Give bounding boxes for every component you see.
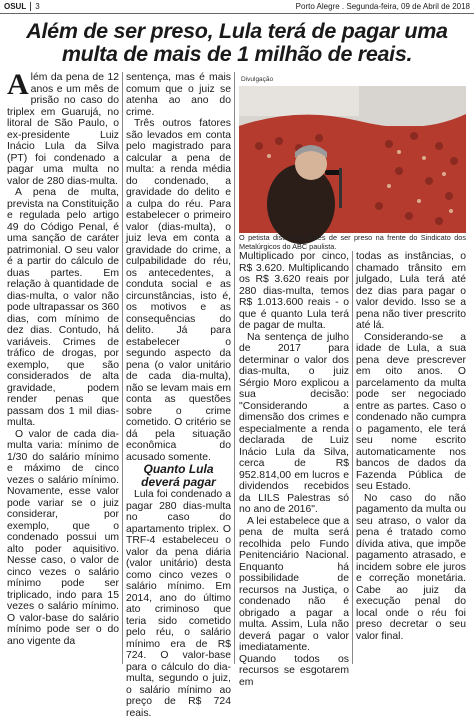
paragraph: Considerando-se a idade de Lula, a sua pena deve prescrever em oito anos. O parcelamento da multa pode ser negociado entre as partes. Caso o condenado não cumpra o pagamento, ele terá seu nome escrito automaticamente nos bancos de dados da Fazenda Pública de seu Estado. [356,331,466,492]
headline: Além de ser preso, Lula terá de pagar uma multa de mais de 1 milhão de reais. [26,19,448,66]
publication-name: OSUL [4,2,27,11]
article-column-4 [356,251,466,664]
photo-caption: O petista discursou antes de ser preso na frente do Sindicato dos Metalúrgicos do ABC paulista. [239,233,466,251]
article-column-1 [7,68,119,664]
paragraph: Multiplicado por cinco, R$ 3.620. Multiplicando os R$ 3.620 reais por 280 dias-multa, temos R$ 1.013.600 reais - o que é quanto Lula terá de pagar de multa. [239,251,349,331]
paragraph: Na sentença de julho de 2017 para determinar o valor dos dias-multa, o juiz Sérgio Moro explicou a sua decisão: "Considerando a dimensão dos crimes e especialmente a renda declarada de Luiz Inácio Lula da Silva, cerca de R$ 952.814,00 em lucros e dividendos recebidos da LILS Palestras só no ano de 2016". [239,331,349,515]
paragraph: todas as instâncias, o chamado trânsito em julgado, Lula terá até dez dias para pagar o valor devido. Isso se a pena não tiver prescrito até lá. [356,251,466,331]
page-header [0,0,474,14]
article-column-3 [239,251,349,688]
news-photo [239,86,466,233]
photo-credit: Divulgação [241,76,274,83]
article-column-2 [126,72,231,719]
page-number: 3 [30,2,39,11]
lead-paragraph: Além da pena de 12 anos e um mês de prisão no caso do triplex em Guarujá, no litoral de São Paulo, o ex-presidente Luiz Inácio Lula da Silva (PT) foi condenado a pagar uma multa no valor de 280 dias-multa. [7,68,119,187]
paragraph: A pena de multa, prevista na Constituição e regulada pelo artigo 49 do Código Penal, é uma sanção de caráter patrimonial. O seu valor é a partir do cálculo de duas partes. Em relação à quantidade de dias-multa, o valor não pode ultrapassar os 360 dias, com mínimo de dez dias. Contudo, há variáveis. Crimes de tráfico de drogas, por exemplo, que são considerados de alta gravidade, podem render penas que passam dos 1 mil dias-multa. [7,187,119,428]
subheading: Quanto Lula deverá pagar [141,462,216,489]
paragraph: A lei estabelece que a pena de multa será recolhida pelo Fundo Penitenciário Nacional. Enquanto há possibilidade de recursos na Justiça, o condenado não é obrigado a pagar a multa. Assim, Lula não deverá pagar o valor imediatamente. Quando todos os recursos se esgotarem em [239,515,349,688]
dateline: Porto Alegre . Segunda-feira, 09 de Abril de 2018 [295,2,470,11]
paragraph: sentença, mas é mais comum que o juiz se atenha ao ano do crime. [126,72,231,118]
paragraph: No caso do não pagamento da multa ou seu atraso, o valor da pena é tratado como dívida ativa, que impõe pagamento atrasado, e incidem sobre ele juros e correção monetária. Cabe ao juiz da execução penal do local onde o réu foi preso decretar o seu valor final. [356,492,466,642]
crowd-photo-illustration [239,86,466,233]
dropcap: A [7,68,29,101]
paragraph: O valor de cada dia-multa varia: mínimo de 1/30 do salário mínimo e máximo de cinco vezes o salário mínimo. Novamente, esse valor pode variar se o juiz considerar, por exemplo, que o condenado possui um alto poder aquisitivo. Nesse caso, o valor de cinco vezes o salário mínimo pode ser triplicado, indo para 15 vezes o salário mínimo. O valor-base do salário mínimo pode ser o do ano vigente da [7,428,119,647]
paragraph: Lula foi condenado a pagar 280 dias-multa no caso do apartamento triplex. O TRF-4 estabeleceu o valor da pena diária (valor unitário) desta como cinco vezes o salário mínimo. Em 2014, ano do último ato criminoso que teria sido cometido pelo réu, o salário mínimo era de R$ 724. O valor-base para o cálculo do dia-multa, segundo o juiz, o salário mínimo ao preço de R$ 724 reais. [126,489,231,719]
paragraph: Três outros fatores são levados em conta pelo magistrado para calcular a pena de multa: a renda média do condenado, a gravidade do delito e a culpa do réu. Para estabelecer o primeiro valor (dias-multa), o juiz leva em conta a gravidade do crime, a culpabilidade do réu, os antecedentes, a conduta social e as circunstâncias, isto é, os motivos e as consequências do delito. Já para estabelecer o segundo aspecto da pena (o valor unitário de cada dia-multa), não se levam mais em conta as questões sobre o crime cometido. O critério se dá pela situação econômica do acusado somente. [126,118,231,463]
